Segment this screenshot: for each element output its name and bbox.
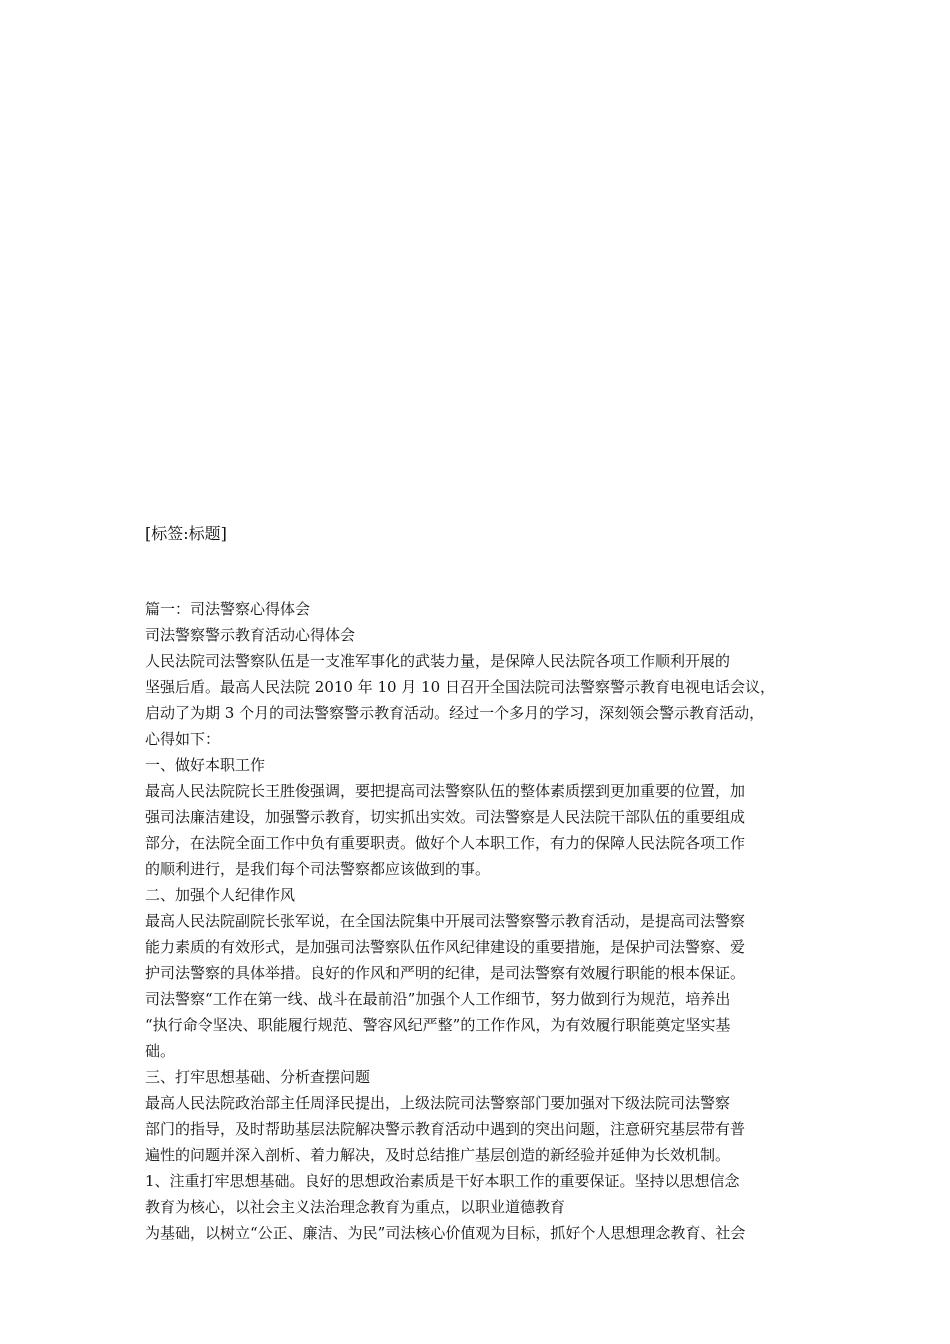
body-line: 能力素质的有效形式，是加强司法警察队伍作风纪律建设的重要措施，是保护司法警察、爱 bbox=[145, 938, 746, 956]
section-heading: 篇一：司法警察心得体会 bbox=[145, 600, 311, 618]
body-line: 启动了为期 3 个月的司法警察警示教育活动。经过一个多月的学习，深刻领会警示教育活动， bbox=[145, 704, 765, 722]
body-line: 最高人民法院副院长张军说，在全国法院集中开展司法警察警示教育活动，是提高司法警察 bbox=[145, 912, 746, 930]
body-line: 教育为核心，以社会主义法治理念教育为重点，以职业道德教育 bbox=[145, 1198, 566, 1216]
body-line: 为基础，以树立“公正、廉洁、为民”司法核心价值观为目标，抓好个人思想理念教育、社会 bbox=[145, 1224, 746, 1242]
body-line: 最高人民法院政治部主任周泽民提出，上级法院司法警察部门要加强对下级法院司法警察 bbox=[145, 1094, 731, 1112]
body-line: 1、注重打牢思想基础。良好的思想政治素质是干好本职工作的重要保证。坚持以思想信念 bbox=[145, 1172, 740, 1190]
body-line: 部分，在法院全面工作中负有重要职责。做好个人本职工作，有力的保障人民法院各项工作 bbox=[145, 834, 746, 852]
body-line: 最高人民法院院长王胜俊强调，要把提高司法警察队伍的整体素质摆到更加重要的位置，加 bbox=[145, 782, 746, 800]
title-tag: [标签:标题] bbox=[145, 524, 227, 543]
body-line: 心得如下： bbox=[145, 730, 221, 748]
body-line: 部门的指导，及时帮助基层法院解决警示教育活动中遇到的突出问题，注意研究基层带有普 bbox=[145, 1120, 746, 1138]
subheading-2: 二、加强个人纪律作风 bbox=[145, 886, 296, 904]
body-line: 人民法院司法警察队伍是一支准军事化的武装力量，是保障人民法院各项工作顺利开展的 bbox=[145, 652, 731, 670]
body-line: 护司法警察的具体举措。良好的作风和严明的纪律，是司法警察有效履行职能的根本保证。 bbox=[145, 964, 746, 982]
article-title: 司法警察警示教育活动心得体会 bbox=[145, 626, 356, 644]
subheading-3: 三、打牢思想基础、分析查摆问题 bbox=[145, 1068, 371, 1086]
body-line: 遍性的问题并深入剖析、着力解决，及时总结推广基层创造的新经验并延伸为长效机制。 bbox=[145, 1146, 731, 1164]
body-line: 坚强后盾。最高人民法院 2010 年 10 月 10 日召开全国法院司法警察警示教育电视电话会议， bbox=[145, 678, 775, 696]
body-line: 础。 bbox=[145, 1042, 176, 1060]
body-line: “执行命令坚决、职能履行规范、警容风纪严整”的工作作风，为有效履行职能奠定坚实基 bbox=[145, 1016, 731, 1034]
subheading-1: 一、做好本职工作 bbox=[145, 756, 266, 774]
body-line: 司法警察“工作在第一线、战斗在最前沿”加强个人工作细节，努力做到行为规范，培养出 bbox=[145, 990, 731, 1008]
body-line: 的顺利进行，是我们每个司法警察都应该做到的事。 bbox=[145, 860, 491, 878]
body-line: 强司法廉洁建设，加强警示教育，切实抓出实效。司法警察是人民法院干部队伍的重要组成 bbox=[145, 808, 746, 826]
document-body bbox=[145, 596, 817, 1246]
